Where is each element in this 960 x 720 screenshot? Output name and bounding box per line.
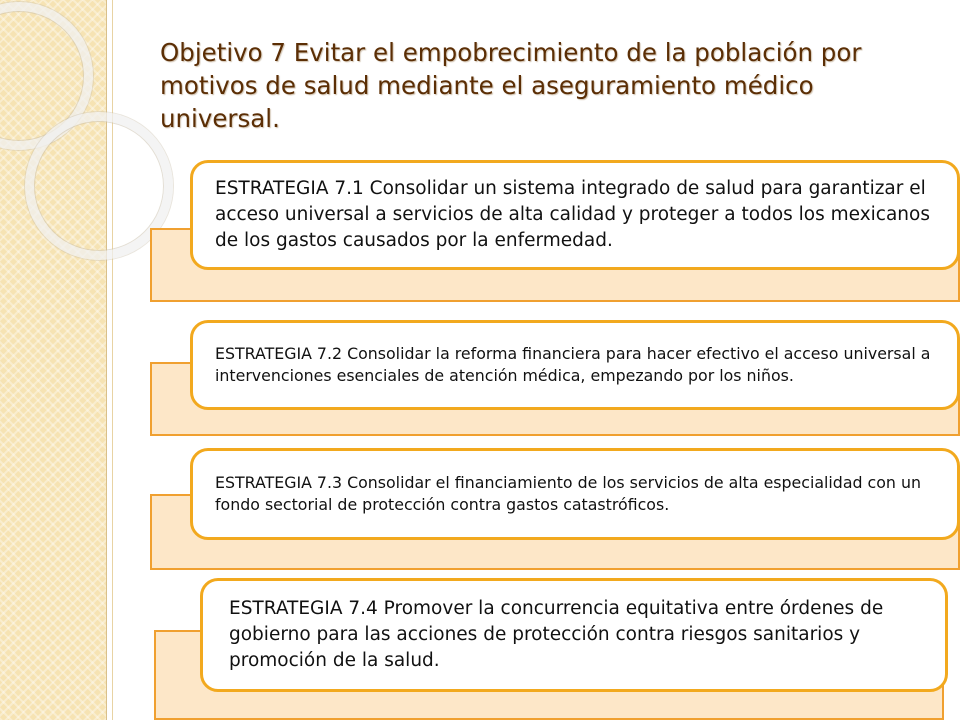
strategy-7-4-card bbox=[200, 578, 948, 692]
strategy-7-4-text: ESTRATEGIA 7.4 Promover la concurrencia equitativa entre órdenes de gobierno para las acciones de protección contra riesgos sanitarios y promoción de la salud. bbox=[229, 598, 884, 671]
strategy-7-2-card bbox=[190, 320, 960, 410]
slide-title: Objetivo 7 Evitar el empobrecimiento de la población por motivos de salud mediante el aseguramiento médico universal. bbox=[160, 38, 862, 133]
side-divider-line-secondary bbox=[112, 0, 113, 720]
strategy-7-3-card bbox=[190, 448, 960, 540]
strategy-7-3-text: ESTRATEGIA 7.3 Consolidar el financiamiento de los servicios de alta especialidad con un fondo sectorial de protección contra gastos catastróficos. bbox=[215, 473, 921, 514]
strategy-7-1-card bbox=[190, 160, 960, 270]
strategy-7-1-text: ESTRATEGIA 7.1 Consolidar un sistema integrado de salud para garantizar el acceso universal a servicios de alta calidad y proteger a todos los mexicanos de los gastos causados por la enfermedad. bbox=[215, 178, 930, 251]
strategy-7-2-text: ESTRATEGIA 7.2 Consolidar la reforma financiera para hacer efectivo el acceso universal a intervenciones esenciales de atención médica, empezando por los niños. bbox=[215, 344, 931, 385]
side-divider-line bbox=[106, 0, 107, 720]
